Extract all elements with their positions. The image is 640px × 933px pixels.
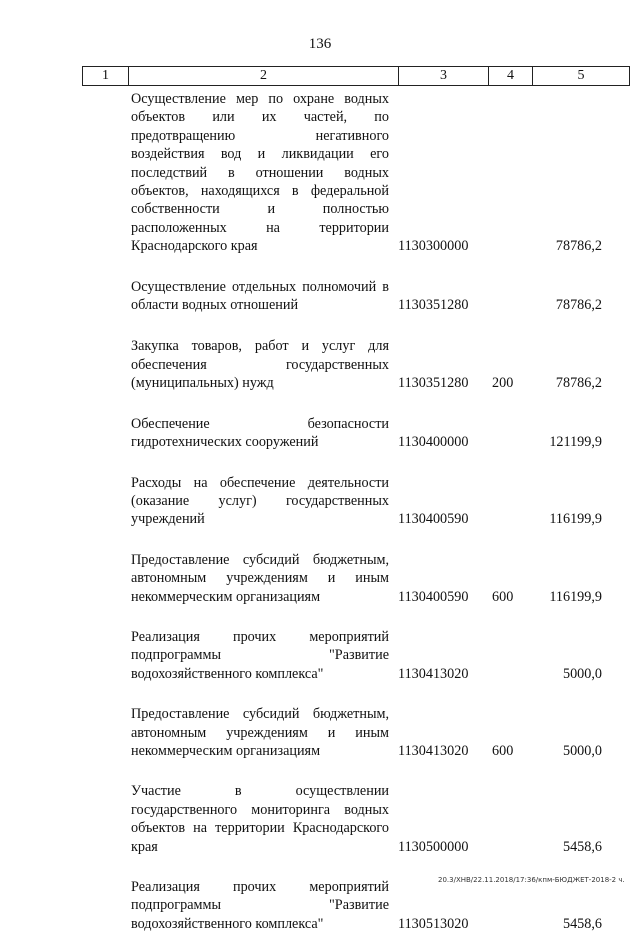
budget-table-body: [0, 90, 640, 933]
header-col-3: 3: [399, 67, 489, 85]
table-row: [0, 474, 640, 529]
table-row: [0, 90, 640, 256]
document-footer-code: 20.3/ХНВ/22.11.2018/17:36/кпм-БЮДЖЕТ-2018-2 ч.: [438, 876, 625, 884]
row-expense-type: 200: [492, 375, 514, 392]
row-amount: 121199,9: [549, 434, 602, 451]
header-col-2: 2: [129, 67, 399, 85]
table-row: [0, 782, 640, 856]
row-expense-type: 600: [492, 742, 514, 759]
row-amount: 5000,0: [562, 665, 602, 682]
row-code: 1130300000: [398, 238, 469, 255]
row-amount: 5000,0: [562, 742, 602, 759]
row-code: 1130400590: [398, 588, 469, 605]
row-description: Закупка товаров, работ и услуг для обеспечения государственных (муниципальных) нужд: [131, 338, 389, 392]
row-amount: 5458,6: [562, 915, 602, 932]
row-amount: 5458,6: [562, 838, 602, 855]
row-code: 1130513020: [398, 915, 469, 932]
table-header: [82, 66, 630, 86]
header-col-1: 1: [83, 67, 129, 85]
row-code: 1130413020: [398, 742, 469, 759]
row-description: Расходы на обеспечение деятельности (оказание услуг) государственных учреждений: [131, 474, 389, 528]
row-expense-type: 600: [492, 588, 514, 605]
page-number: 136: [308, 36, 332, 52]
row-code: 1130351280: [398, 375, 469, 392]
table-row: [0, 878, 640, 933]
header-col-5: 5: [577, 68, 585, 83]
table-row: [0, 415, 640, 452]
row-amount: 116199,9: [549, 588, 602, 605]
table-row: [0, 551, 640, 606]
row-description: Осуществление отдельных полномочий в области водных отношений: [131, 278, 389, 314]
row-description: Предоставление субсидий бюджетным, автономным учреждениям и иным некоммерческим организациям: [131, 551, 389, 605]
table-row: [0, 628, 640, 683]
table-row: [0, 705, 640, 760]
row-amount: 116199,9: [549, 511, 602, 528]
row-description: Обеспечение безопасности гидротехнических сооружений: [131, 415, 389, 451]
row-code: 1130500000: [398, 838, 469, 855]
table-row: [0, 337, 640, 392]
table-row: [0, 278, 640, 315]
row-amount: 78786,2: [555, 297, 602, 314]
row-code: 1130400000: [398, 434, 469, 451]
row-amount: 78786,2: [555, 238, 602, 255]
row-description: Реализация прочих мероприятий подпрограммы "Развитие водохозяйственного комплекса": [131, 879, 389, 932]
row-amount: 78786,2: [555, 375, 602, 392]
row-description: Осуществление мер по охране водных объектов или их частей, по предотвращению негативного воздействия вод и ликвидации его последствий в отношении водных объектов, находящихся в федеральной собственности и полностью расположенных на территории Краснодарского края: [131, 91, 389, 255]
row-description: Участие в осуществлении государственного мониторинга водных объектов на территории Краснодарского края: [131, 783, 389, 855]
row-description: Предоставление субсидий бюджетным, автономным учреждениям и иным некоммерческим организациям: [131, 706, 389, 759]
row-code: 1130413020: [398, 665, 469, 682]
row-code: 1130351280: [398, 297, 469, 314]
row-description: Реализация прочих мероприятий подпрограммы "Развитие водохозяйственного комплекса": [131, 628, 389, 682]
row-code: 1130400590: [398, 511, 469, 528]
header-col-4: 4: [489, 67, 533, 85]
